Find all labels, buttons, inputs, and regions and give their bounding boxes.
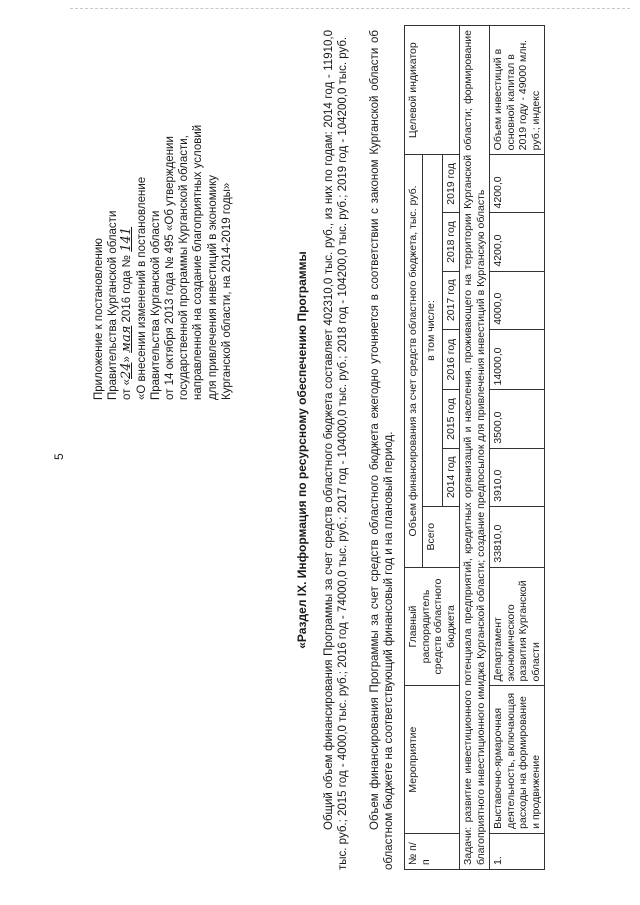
date-mid: » — [121, 356, 134, 363]
header-year: 2018 год — [442, 213, 460, 271]
table-task-row — [460, 26, 490, 870]
header-indicator: Целевой индикатор — [405, 26, 460, 155]
header-year: 2017 год — [442, 271, 460, 329]
date-year: 2016 года № — [121, 254, 134, 323]
header-num: № п/п — [405, 833, 460, 869]
paragraph-total-funding: Общий объем финансирования Программы за счет средств областного бюджета составляет 402310,0 тыс. руб., из них по годам: 2014 год - 11910,0 тыс. руб.; 2015 год - 4000,0 тыс. руб.; 2016 год - 74000,0 тыс. руб.; 2017 год - 104000,0 тыс. руб.; 2018 год - 104200,0 тыс. руб.; 2019 год - 104200,0 тыс. руб. — [323, 30, 350, 870]
header-total: Всего — [422, 506, 460, 567]
date-day: 24 — [119, 362, 135, 379]
row-indicator: Объем инвестиций в основной капитал в 2019 году - 49000 млн. руб.; индекс — [490, 26, 545, 155]
appendix-line-8: направленной на создание благоприятных условий — [192, 124, 205, 400]
row-event: Выставочно-ярмарочная деятельность, включающая расходы на формирование и продвижение — [490, 686, 545, 833]
date-prefix: от « — [121, 378, 134, 400]
funding-table — [404, 25, 545, 870]
appendix-line-5: Правительства Курганской области — [149, 210, 162, 400]
header-including: в том числе: — [422, 155, 442, 506]
appendix-line-2: Правительства Курганской области — [107, 210, 120, 400]
row-year-value: 14000,0 — [490, 329, 545, 390]
header-year: 2015 год — [442, 390, 460, 448]
date-month: мая — [119, 325, 135, 353]
row-year-value: 3500,0 — [490, 390, 545, 448]
appendix-line-9: для привлечения инвестиций в экономику — [206, 175, 219, 400]
date-number: 141 — [119, 226, 135, 252]
row-year-value: 4200,0 — [490, 155, 545, 213]
row-year-value: 4200,0 — [490, 213, 545, 271]
appendix-line-7: государственной программы Курганской области, — [178, 135, 191, 400]
table-row — [490, 26, 545, 870]
table-header-row-1 — [405, 26, 423, 870]
appendix-line-6: от 14 октября 2013 года № 495 «Об утверждении — [164, 136, 177, 400]
row-year-value: 3910,0 — [490, 448, 545, 506]
row-manager: Департамент экономического развития Курганской области — [490, 567, 545, 686]
rotated-page — [22, 20, 622, 880]
appendix-line-1: Приложение к постановлению — [93, 238, 105, 400]
appendix-date-line — [120, 70, 134, 400]
appendix-line-4: «О внесении изменений в постановление — [135, 176, 148, 400]
appendix-line-10: Курганской области, на 2014-2019 годы» — [220, 182, 233, 400]
scan-edge-line — [70, 8, 630, 9]
task-text: Задачи: развитие инвестиционного потенциала предприятий, кредитных организаций и населения, проживающего на территории Курганской области; формирование благоприятного инвестиционного имиджа Курганской области; создание предпосылок для привлечения инвестиций в Курганскую область — [460, 26, 490, 870]
header-volume: Объем финансирования за счет средств областного бюджета, тыс. руб. — [405, 155, 423, 567]
section-title: «Раздел IX. Информация по ресурсному обеспечению Программы — [295, 251, 309, 649]
appendix-block — [92, 70, 234, 400]
header-event: Мероприятие — [405, 686, 460, 833]
header-year: 2014 год — [442, 448, 460, 506]
row-year-value: 4000,0 — [490, 271, 545, 329]
header-year: 2016 год — [442, 329, 460, 390]
page-number: 5 — [52, 453, 66, 460]
paragraph-annual-adjustment: Объем финансирования Программы за счет средств областного бюджета ежегодно уточняется в соответствии с законом Курганской области об областном бюджете на соответствующий финансовый год и на плановый период. — [369, 30, 396, 870]
header-year: 2019 год — [442, 155, 460, 213]
row-num: 1. — [490, 833, 545, 869]
header-manager: Главный распорядитель средств областного бюджета — [405, 567, 460, 686]
row-total: 33810,0 — [490, 506, 545, 567]
